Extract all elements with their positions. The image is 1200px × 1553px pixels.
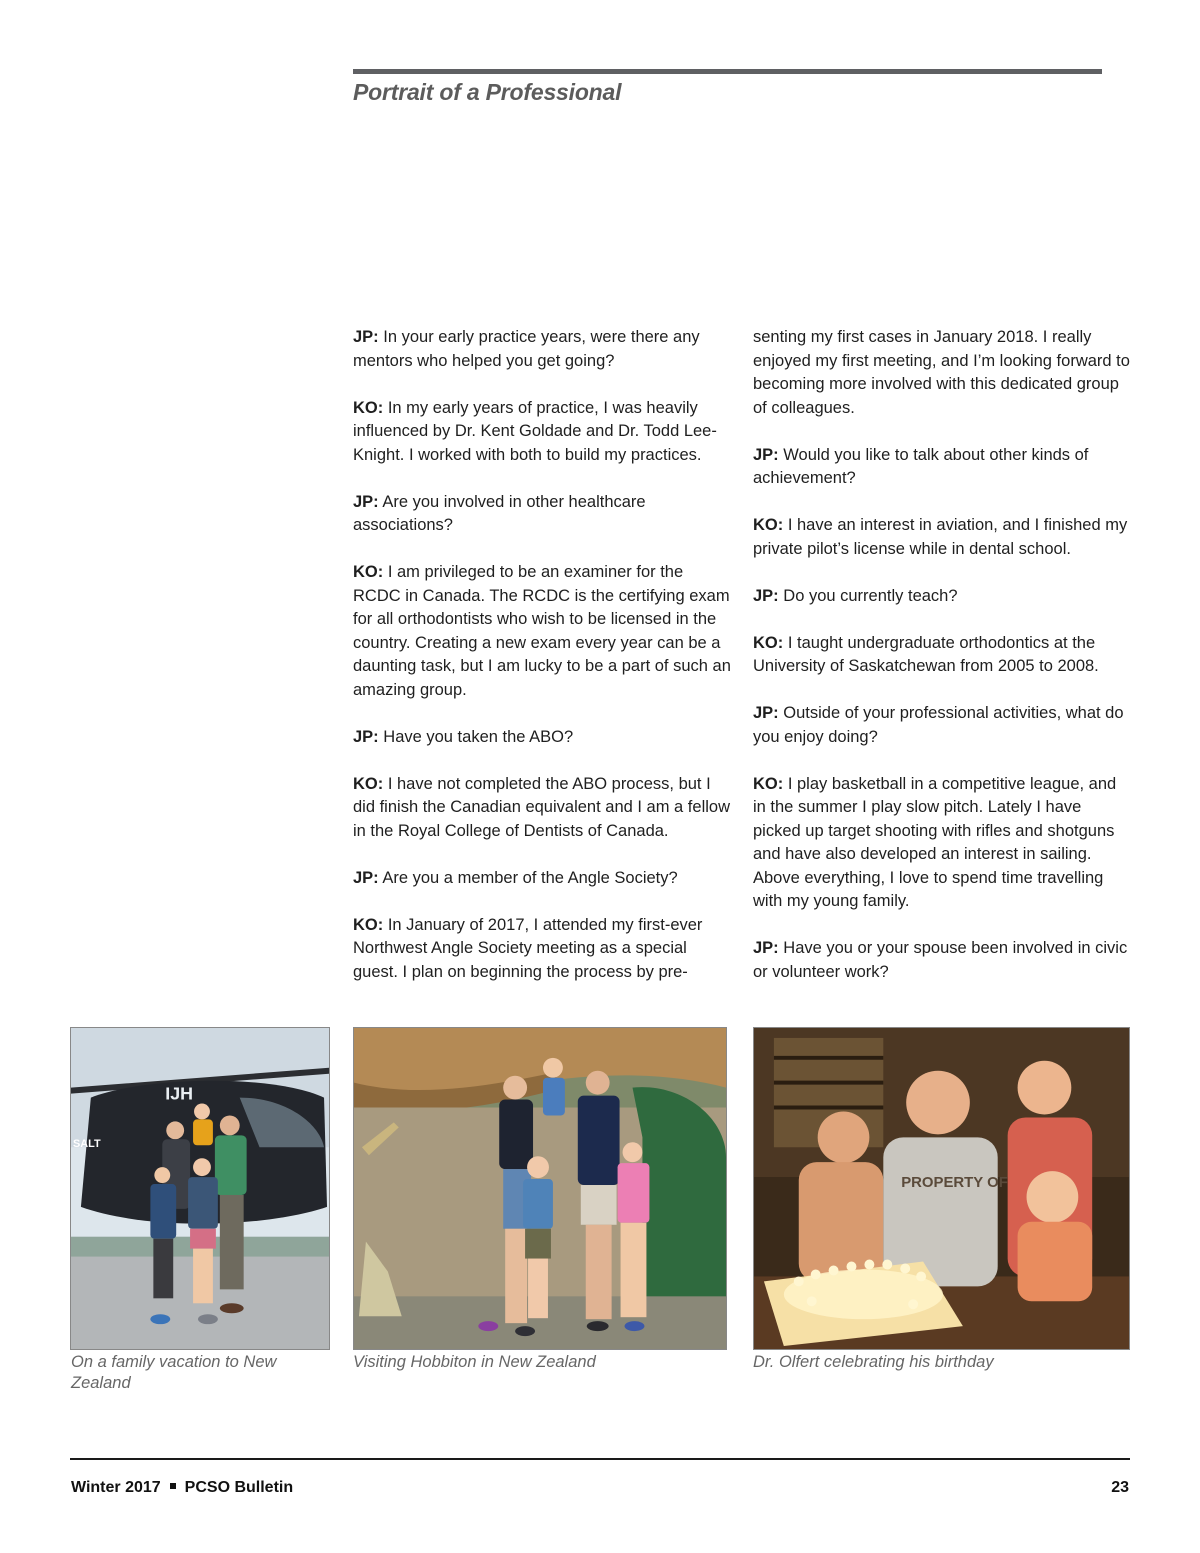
paragraph-text: I taught undergraduate orthodontics at the University of Saskatchewan from 2005 to 2008. [753,633,1099,675]
interview-paragraph [353,867,731,891]
speaker-label: JP: [353,868,379,887]
speaker-label: JP: [753,586,779,605]
paragraph-text: Have you or your spouse been involved in civic or volunteer work? [753,939,1128,981]
interview-paragraph [753,702,1133,749]
footer-issue-info [71,1479,293,1497]
speaker-label: JP: [353,492,379,511]
helicopter-registration: IJH [165,1083,194,1104]
speaker-label: JP: [353,328,379,346]
paragraph-text: I am privileged to be an examiner for the RCDC in Canada. The RCDC is the certifying exam for all orthodontists who wish to be licensed in the country. Creating a new exam every year can be a daunting task, but I am lucky to be a part of such an amazing group. [353,563,731,699]
footer-issue: Winter 2017 [71,1479,161,1496]
paragraph-text: I have an interest in aviation, and I finished my private pilot’s license while in dental school. [753,516,1128,558]
section-title: Portrait of a Professional [353,79,622,105]
paragraph-text: Are you involved in other healthcare associations? [353,492,646,534]
photo-helicopter-family [70,1027,330,1350]
speaker-label: KO: [753,774,784,793]
interview-paragraph [353,773,731,844]
photo-hobbiton-family [353,1027,727,1350]
paragraph-text: In my early years of practice, I was heavily influenced by Dr. Kent Goldade and Dr. Todd Lee-Knight. I worked with both to build my practices. [353,398,717,464]
paragraph-text: I have not completed the ABO process, but I did finish the Canadian equivalent and I am a fellow in the Royal College of Dentists of Canada. [353,774,730,840]
photo-caption: On a family vacation to New Zealand [71,1353,277,1392]
interview-paragraph [753,585,1133,609]
footer-separator [170,1483,176,1489]
photo-birthday [753,1027,1130,1350]
paragraph-text: Have you taken the ABO? [378,727,574,746]
paragraph-text: In January of 2017, I attended my first-ever Northwest Angle Society meeting as a special guest. I plan on beginning the process by pre- [353,915,703,981]
interview-paragraph [353,561,731,702]
interview-paragraph [753,514,1133,561]
shirt-print-text: PROPERTY OF [901,1175,1008,1192]
page-number: 23 [1111,1479,1129,1496]
helicopter-photo-illustration [71,1028,329,1349]
speaker-label: JP: [753,445,779,464]
paragraph-text: Outside of your professional activities, what do you enjoy doing? [753,704,1124,746]
interview-column-right [753,326,1133,1008]
paragraph-text: In your early practice years, were there any mentors who helped you get going? [353,328,700,370]
continued-paragraph: senting my first cases in January 2018. I really enjoyed my first meeting, and I’m looking forward to becoming more involved with this dedicated group of colleagues. [753,328,1130,417]
speaker-label: JP: [753,704,779,722]
paragraph-text: I play basketball in a competitive league, and in the summer I play slow pitch. Lately I have picked up target shooting with rifles and shotguns and have also developed an interest in sailing. Above everything, I love to spend time travelling with my young family. [753,774,1117,910]
speaker-label: KO: [353,563,384,581]
interview-paragraph [753,773,1133,914]
interview-paragraph [753,937,1133,984]
photo-caption: Visiting Hobbiton in New Zealand [353,1353,596,1371]
footer-rule [70,1458,1130,1460]
speaker-label: KO: [753,516,784,534]
paragraph-text: Would you like to talk about other kinds of achievement? [753,445,1089,487]
speaker-label: KO: [353,774,384,793]
photo-caption: Dr. Olfert celebrating his birthday [753,1353,994,1371]
interview-paragraph [753,632,1133,679]
speaker-label: JP: [353,727,379,746]
speaker-label: KO: [753,633,784,652]
speaker-label: KO: [353,915,384,934]
interview-paragraph [353,397,731,468]
hobbiton-photo-illustration [354,1028,726,1349]
paragraph-text: Do you currently teach? [778,586,958,605]
interview-paragraph [353,326,731,373]
speaker-label: JP: [753,939,779,957]
interview-paragraph [353,491,731,538]
paragraph-text: Are you a member of the Angle Society? [378,868,678,887]
birthday-photo-illustration [754,1028,1129,1349]
helicopter-logo-text: SALT [72,1138,101,1151]
footer-publication: PCSO Bulletin [184,1479,294,1496]
header-rule [353,69,1102,74]
speaker-label: KO: [353,398,384,417]
interview-paragraph [753,444,1133,491]
interview-paragraph [353,914,731,985]
interview-paragraph [353,726,731,750]
interview-column-left [353,326,731,1008]
